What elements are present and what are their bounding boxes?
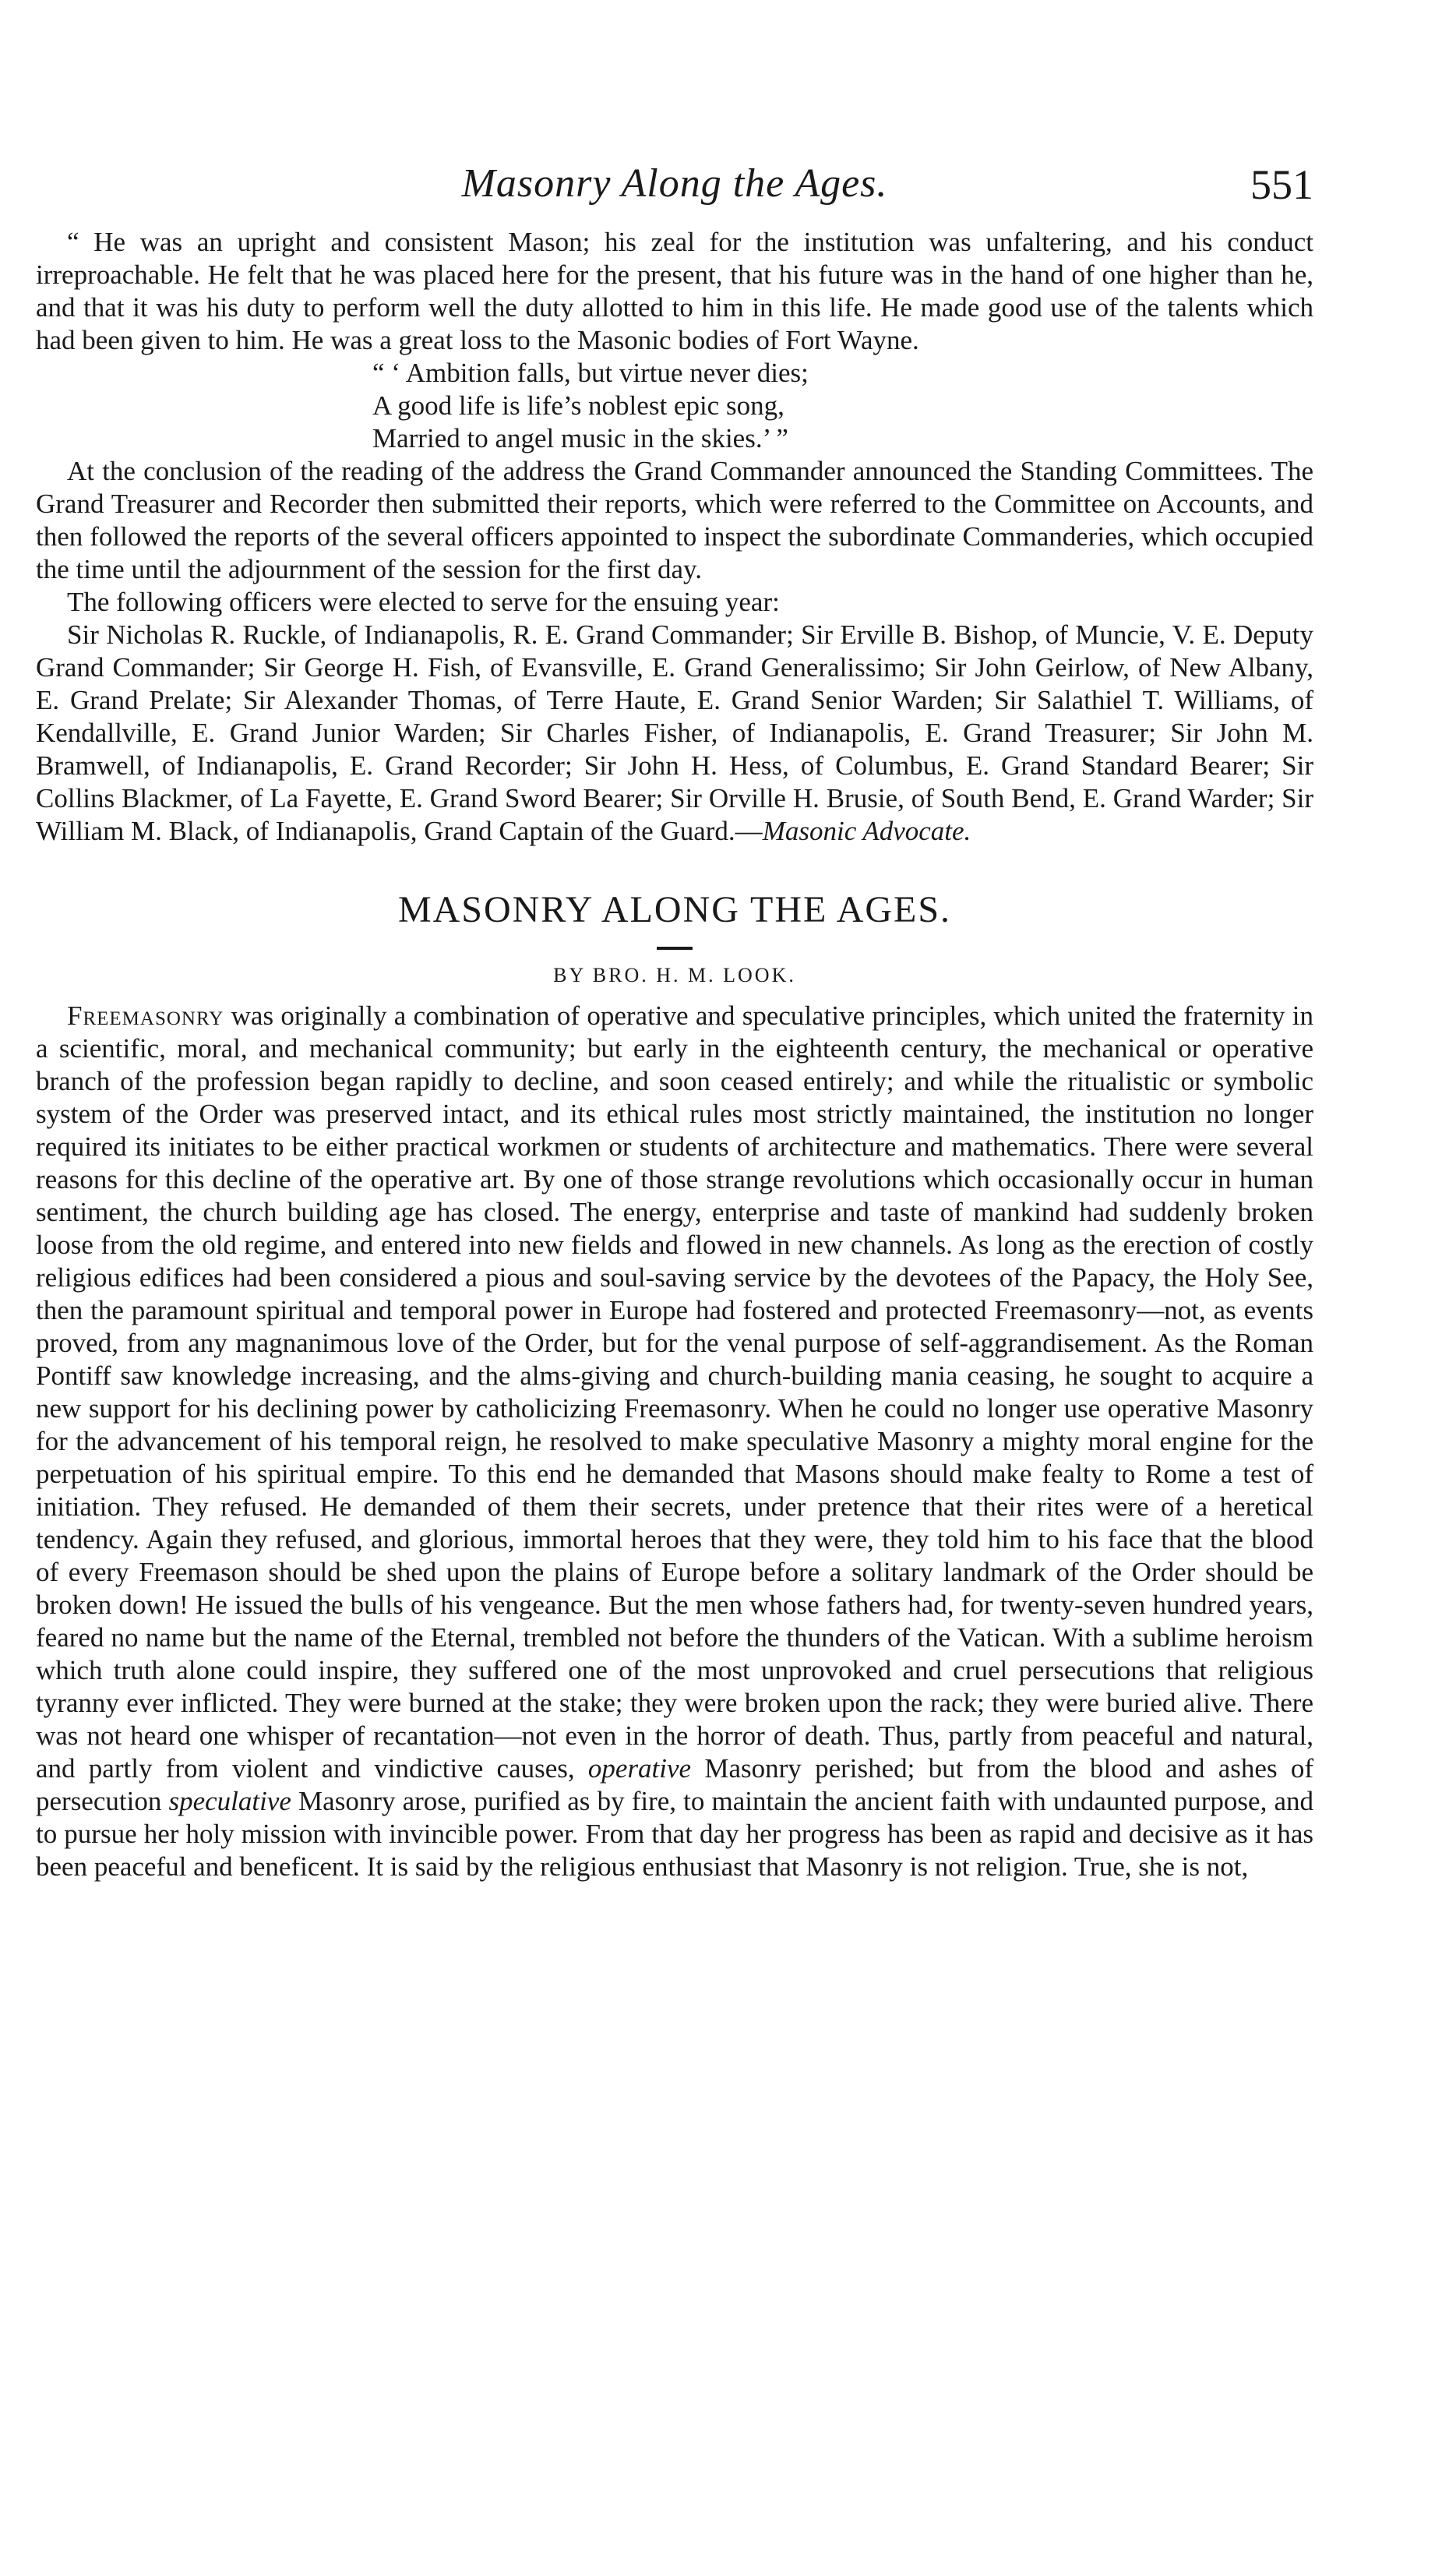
verse-line: Married to angel music in the skies.’ ” (372, 423, 788, 453)
verse-line: “ ‘ Ambition falls, but virtue never dies; (372, 358, 809, 388)
body-text: Masonry arose, purified as by fire, to maintain the ancient faith with undaunted purpose, and to pursue her holy mission with invincible power. From that day her progress has been as rapid and decisive as it has been peaceful and beneficent. It is said by the religious enthusiast that Masonry is not religion. True, she is not, (36, 1786, 1314, 1882)
article-title: MASONRY ALONG THE AGES. (397, 889, 952, 930)
body-text: was originally a combination of operative and speculative principles, which united the fraternity in a scientific, moral, and mechanical community; but early in the eighteenth century, the mechanical or operative branch of the profession began rapidly to decline, and soon ceased entirely; and while the ritualistic or symbolic system of the Order was preserved intact, and its ethical rules most strictly maintained, the institution no longer required its initiates to be either practical workmen or students of architecture and mathematics. There were several reasons for this decline of the operative art. By one of those strange revolutions which occasionally occur in human sentiment, the church building age has closed. The energy, enterprise and taste of mankind had suddenly broken loose from the old regime, and entered into new fields and flowed in new channels. As long as the erection of costly religious edifices had been considered a pious and soul-saving service by the devotees of the Papacy, the Holy See, then the paramount spiritual and temporal power in Europe had fostered and protected Freemasonry—not, as events proved, from any magnanimous love of the Order, but for the venal purpose of self-aggrandisement. As the Roman Pontiff saw knowledge increasing, and the alms-giving and church-building mania ceasing, he sought to acquire a new support for his declining power by catholicizing Freemasonry. When he could no longer use operative Masonry for the advancement of his temporal reign, he resolved to make speculative Masonry a mighty moral engine for the perpetuation of his spiritual empire. To this end he demanded that Masons should make fealty to Rome a test of initiation. They refused. He demanded of them their secrets, under pretence that their rites were of a heretical tendency. Again they refused, and glorious, immortal heroes that they were, they told him to his face that the blood of every Freemason should be shed upon the plains of Europe before a solitary landmark of the Order should be broken down! He issued the bulls of his vengeance. But the men whose fathers had, for twenty-seven hundred years, feared no name but the name of the Eternal, trembled not before the thunders of the Vatican. With a sublime heroism which truth alone could inspire, they suffered one of the most unprovoked and cruel persecutions that religious tyranny ever inflicted. They were burned at the stake; they were broken upon the rack; they were buried alive. There was not heard one whisper of recantation—not even in the horror of death. Thus, partly from peaceful and natural, and partly from violent and vindictive causes, (36, 1000, 1313, 1784)
page-number: 551 (1250, 161, 1313, 208)
officers-intro: The following officers were elected to serve for the ensuing year: (67, 587, 780, 617)
officers-list (36, 619, 1313, 848)
lead-word: Freemasonry (67, 1000, 224, 1031)
operative-term: operative (587, 1753, 692, 1784)
speculative-term: speculative (168, 1786, 291, 1816)
running-title: Masonry Along the Ages. (461, 161, 888, 206)
proceedings-paragraph: At the conclusion of the reading of the address the Grand Commander announced the Standing Committees. The Grand Treasurer and Recorder then submitted their reports, which were referred to the Committee on Accounts, and then followed the reports of the several officers appointed to inspect the subordinate Commanderies, which occupied the time until the adjournment of the session for the first day. (36, 456, 1313, 584)
title-rule (657, 947, 693, 950)
officers-text: Sir Nicholas R. Ruckle, of Indianapolis, R. E. Grand Commander; Sir Erville B. Bishop, of Muncie, V. E. Deputy Grand Commander; Sir George H. Fish, of Evansville, E. Grand Generalissimo; Sir John Geirlow, of New Albany, E. Grand Prelate; Sir Alexander Thomas, of Terre Haute, E. Grand Senior Warden; Sir Salathiel T. Williams, of Kendallville, E. Grand Junior Warden; Sir Charles Fisher, of Indianapolis, E. Grand Treasurer; Sir John M. Bramwell, of Indianapolis, E. Grand Recorder; Sir John H. Hess, of Columbus, E. Grand Standard Bearer; Sir Collins Blackmer, of La Fayette, E. Grand Sword Bearer; Sir Orville H. Brusie, of South Bend, E. Grand Warder; Sir William M. Black, of Indianapolis, Grand Captain of the Guard.— (36, 619, 1313, 846)
verse-line: A good life is life’s noblest epic song, (372, 390, 784, 421)
body-text: Masonry perished; but from the blood and ashes of persecution (36, 1753, 1313, 1816)
source-citation: Masonic Advocate. (762, 816, 971, 846)
eulogy-paragraph: “ He was an upright and consistent Mason; his zeal for the institution was unfaltering, and his conduct irreproachable. He felt that he was placed here for the present, that his future was in the hand of one higher than he, and that it was his duty to perform well the duty allotted to him in this life. He made good use of the talents which had been given to him. He was a great loss to the Masonic bodies of Fort Wayne. (36, 227, 1313, 355)
article-body (36, 1000, 1313, 1883)
verse-quotation (372, 357, 1313, 455)
running-head (36, 132, 1313, 226)
article-byline: BY BRO. H. M. LOOK. (553, 964, 796, 986)
book-page (36, 132, 1313, 1883)
